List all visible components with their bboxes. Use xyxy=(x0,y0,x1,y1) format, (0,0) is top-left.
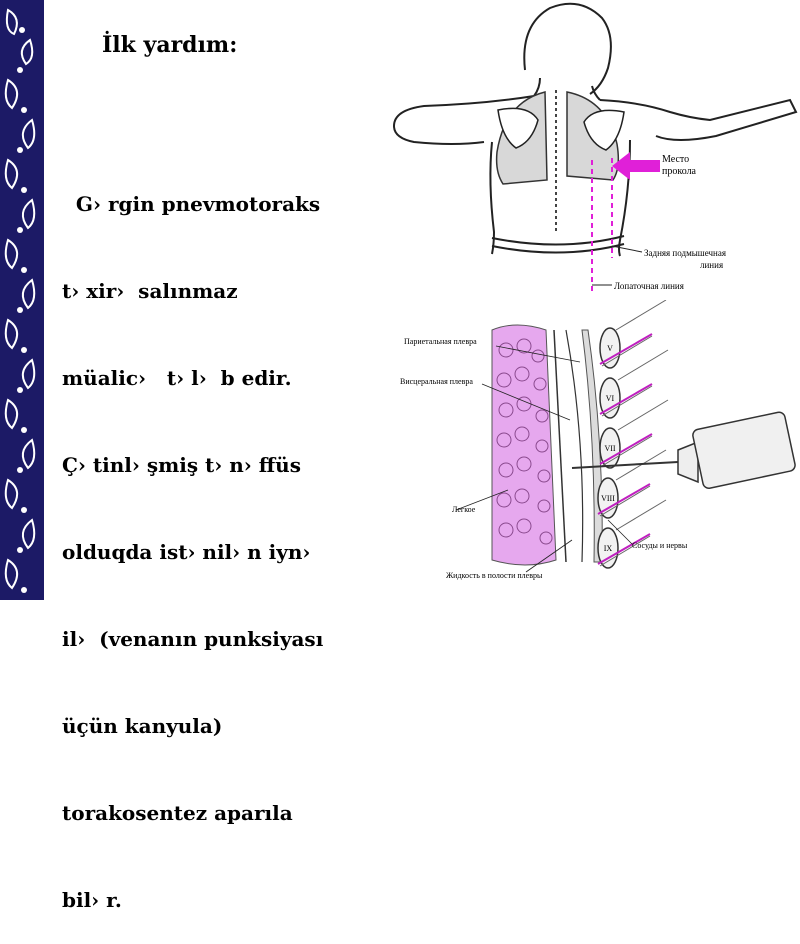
slide-title: İlk yardım: xyxy=(102,32,238,58)
lung-label: Легкое xyxy=(452,505,476,514)
body-line: bil› r. xyxy=(62,888,122,912)
rib-label: VI xyxy=(605,394,615,403)
body-line: olduqda ist› nil› n iyn› xyxy=(62,540,311,564)
decorative-border xyxy=(0,0,44,600)
body-line: G› rgin pnevmotoraks xyxy=(62,192,321,216)
visceral-pleura-label: Висцеральная плевра xyxy=(400,377,473,386)
right-shoulder xyxy=(600,100,796,140)
body-line: üçün kanyula) xyxy=(62,714,223,738)
scapular-line-label: Лопаточная линия xyxy=(614,281,684,291)
puncture-arrow-icon xyxy=(612,152,660,180)
axillary-line-label-2: линия xyxy=(700,260,724,270)
pleural-fluid-label: Жидкость в полости плевры xyxy=(446,571,543,580)
body-line: torakosentez aparıla xyxy=(62,801,293,825)
rib-label: V xyxy=(607,344,613,353)
body-line: t› xir› salınmaz xyxy=(62,279,238,303)
body-line: Ç› tinl› şmiş t› n› ffüs xyxy=(62,453,301,477)
body-line: müalic› t› l› b edir. xyxy=(62,366,292,390)
axillary-line-label-1: Задняя подмышечная xyxy=(644,248,726,258)
body-line: il› (venanın punksiyası xyxy=(62,627,324,651)
vessels-nerves-label: Сосуды и нервы xyxy=(632,541,688,550)
slide-body xyxy=(62,132,392,944)
lung-tissue xyxy=(492,325,556,565)
rib-label: VIII xyxy=(601,494,615,503)
rib-label: VII xyxy=(604,444,616,453)
puncture-label-1: Место xyxy=(662,154,690,165)
rib-label: IX xyxy=(603,544,613,553)
head-outline xyxy=(524,4,611,94)
pleural-puncture-illustration xyxy=(396,300,800,596)
back-puncture-illustration xyxy=(380,0,800,305)
parietal-pleura-label: Париетальная плевра xyxy=(404,337,477,346)
puncture-label-2: прокола xyxy=(662,166,696,177)
paisley-pattern xyxy=(0,0,44,600)
